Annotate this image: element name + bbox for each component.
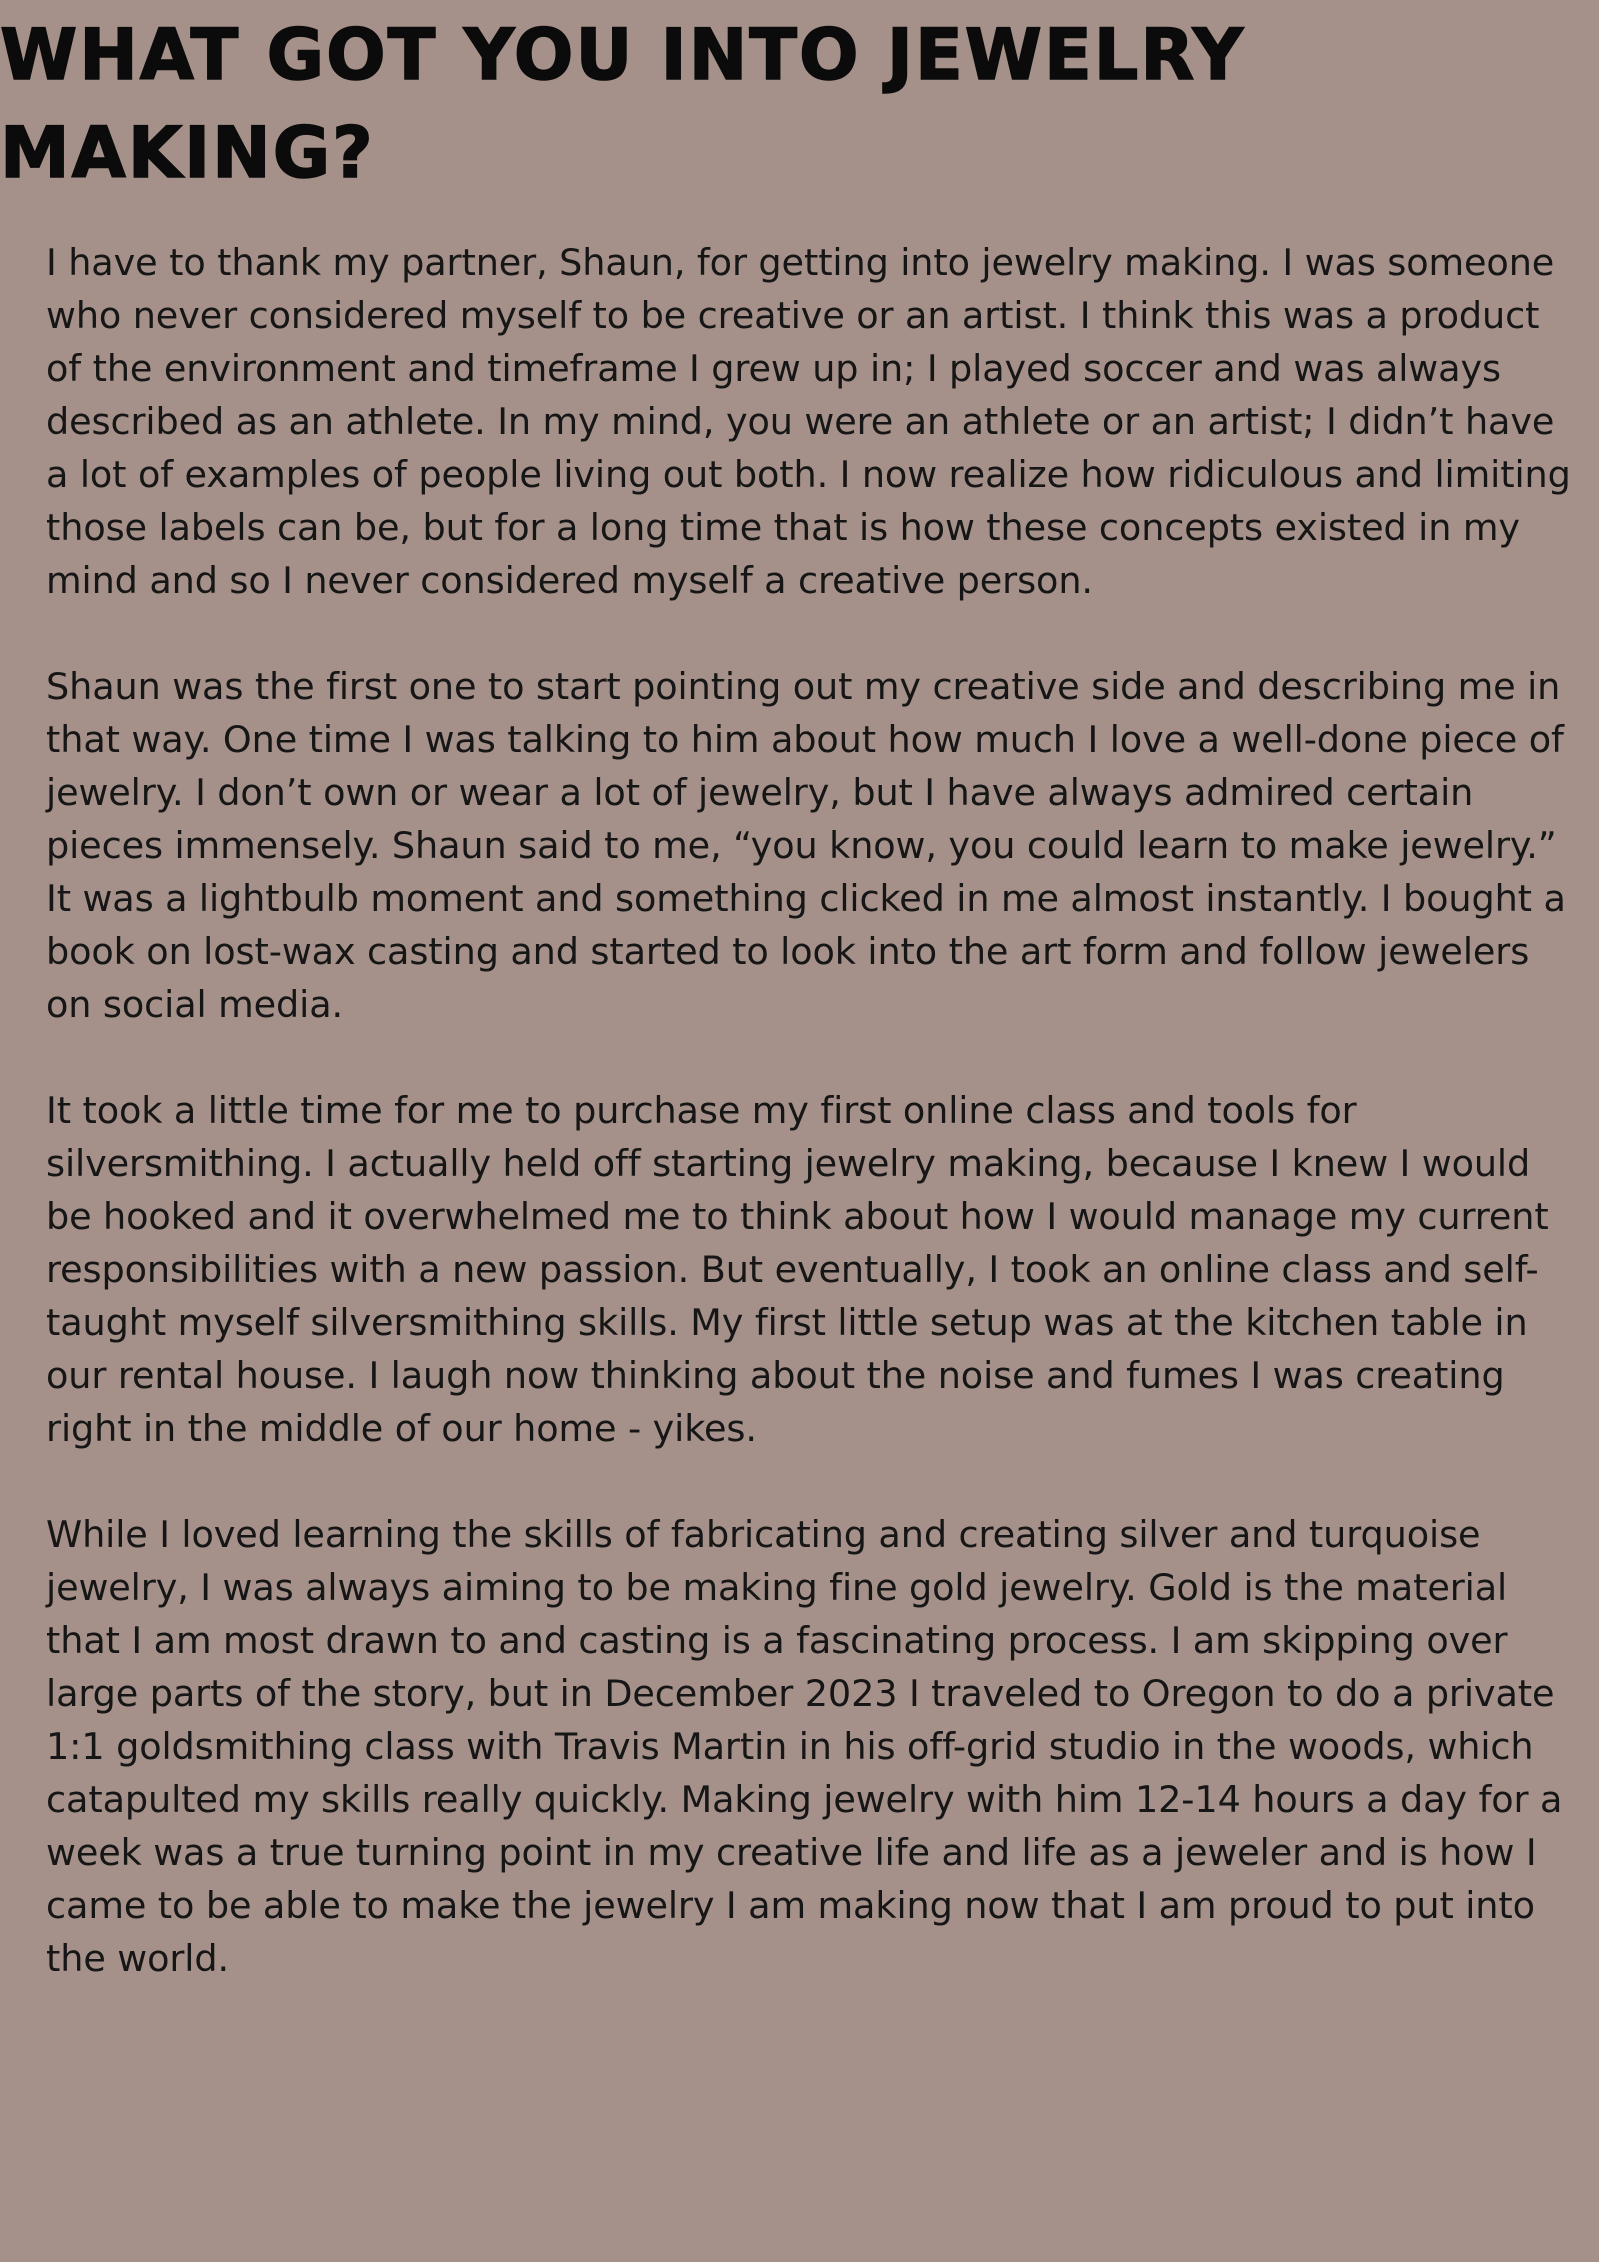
article-body	[46, 236, 1581, 2038]
paragraph: Shaun was the first one to start pointing out my creative side and describing me in that way. One time I was talking to him about how much I love a well-done piece of jewelry. I don’t own or wear a lot of jewelry, but I have always admired certain pieces immensely. Shaun said to me, “you know, you could learn to make jewelry.” It was a lightbulb moment and something clicked in me almost instantly. I bought a book on lost-wax casting and started to look into the art form and follow jewelers on social media.	[46, 665, 1566, 1026]
paragraph: It took a little time for me to purchase my first online class and tools for silversmithing. I actually held off starting jewelry making, because I knew I would be hooked and it overwhelmed me to think about how I would manage my current responsibilities with a new passion. But eventually, I took an online class and self-taught myself silversmithing skills. My first little setup was at the kitchen table in our rental house. I laugh now thinking about the noise and fumes I was creating right in the middle of our home - yikes.	[46, 1089, 1549, 1450]
paragraph: I have to thank my partner, Shaun, for getting into jewelry making. I was someone who never considered myself to be creative or an artist. I think this was a product of the environment and timeframe I grew up in; I played soccer and was always described as an athlete. In my mind, you were an athlete or an artist; I didn’t have a lot of examples of people living out both. I now realize how ridiculous and limiting those labels can be, but for a long time that is how these concepts existed in my mind and so I never considered myself a creative person.	[46, 241, 1571, 602]
paragraph: While I loved learning the skills of fabricating and creating silver and turquoise jewelry, I was always aiming to be making fine gold jewelry. Gold is the material that I am most drawn to and casting is a fascinating process. I am skipping over large parts of the story, but in December 2023 I traveled to Oregon to do a private 1:1 goldsmithing class with Travis Martin in his off-grid studio in the woods, which catapulted my skills really quickly. Making jewelry with him 12-14 hours a day for a week was a true turning point in my creative life and life as a jeweler and is how I came to be able to make the jewelry I am making now that I am proud to put into the world.	[46, 1513, 1563, 1980]
page-title: WHAT GOT YOU INTO JEWELRY MAKING?	[0, 14, 1246, 194]
